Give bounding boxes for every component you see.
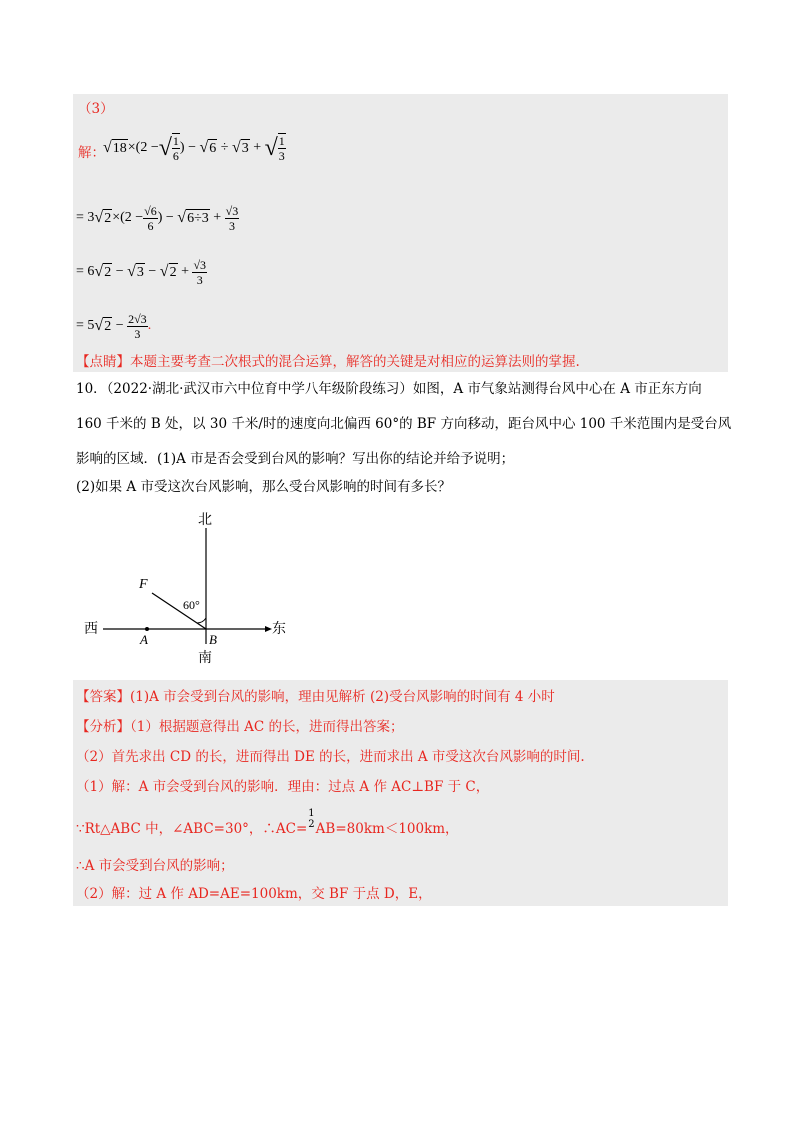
expression-line-3: = 5 √ 2 − $\frac{2√3}{3}$ .	[76, 311, 152, 341]
east-arrow-icon	[265, 626, 272, 632]
label-b: B	[209, 632, 217, 647]
compass-diagram	[0, 500, 800, 680]
south-label: 南	[198, 651, 212, 666]
analysis-line-2: （2）首先求出 CD 的长，进而得出 DE 的长，进而求出 A 市受这次台风影响的时间.	[76, 749, 585, 765]
solution-label: 解：	[78, 145, 105, 161]
label-f: F	[139, 577, 148, 592]
label-a: A	[140, 632, 148, 647]
angle-label: 60°	[183, 598, 200, 612]
expression-line-1: = 3 √ 2 ×(2 − $\frac{√6}{6}$ ) − √ 6÷3 + $\frac{√3}{3}$	[76, 203, 239, 233]
expression-line-0: √ 18 ×(2 − √ $\frac{1}{6}$ ) − √ 6 ÷ √ 3 + √ $\frac{1}{3}$	[103, 134, 285, 163]
question-line-2: 160 千米的 B 处，以 30 千米/时的速度向北偏西 60°的 BF 方向移动，距台风中心 100 千米范围内是受台风	[76, 416, 732, 432]
question-line-3: 影响的区域．(1)A 市是否会受到台风的影响？写出你的结论并给予说明；	[76, 451, 515, 467]
angle-arc	[197, 618, 206, 623]
question-line-1: 10．（2022·湖北·武汉市六中位育中学八年级阶段练习）如图，A 市气象站测得台风中心在 A 市正东方向	[76, 381, 702, 397]
point-a-dot	[145, 627, 149, 631]
solution-line-4: （2）解：过 A 作 AD=AE=100km，交 BF 于点 D，E，	[76, 886, 432, 902]
west-label: 西	[84, 622, 98, 637]
east-label: 东	[272, 622, 286, 637]
solution-line-3: ∴A 市会受到台风的影响；	[76, 858, 234, 874]
solution-line-2: ∵Rt△ABC 中，∠ABC=30°，∴AC= 1 2 AB=80km＜100km，	[76, 808, 459, 837]
north-label: 北	[198, 513, 212, 528]
key-point-comment: 【点睛】本题主要考查二次根式的混合运算，解答的关键是对相应的运算法则的掌握.	[76, 354, 580, 370]
analysis-line-1: 【分析】（1）根据题意得出 AC 的长，进而得出答案；	[76, 719, 404, 735]
answer-line: 【答案】(1)A 市会受到台风的影响，理由见解析 (2)受台风影响的时间有 4 小时	[76, 689, 555, 705]
part-label: （3）	[78, 101, 114, 117]
question-line-4: (2)如果 A 市受这次台风影响，那么受台风影响的时间有多长？	[76, 479, 451, 495]
expression-line-2: = 6 √ 2 − √ 3 − √ 2 + $\frac{√3}{3}$	[76, 257, 207, 287]
solution-line-1: （1）解：A 市会受到台风的影响．理由：过点 A 作 AC⊥BF 于 C，	[76, 779, 490, 795]
